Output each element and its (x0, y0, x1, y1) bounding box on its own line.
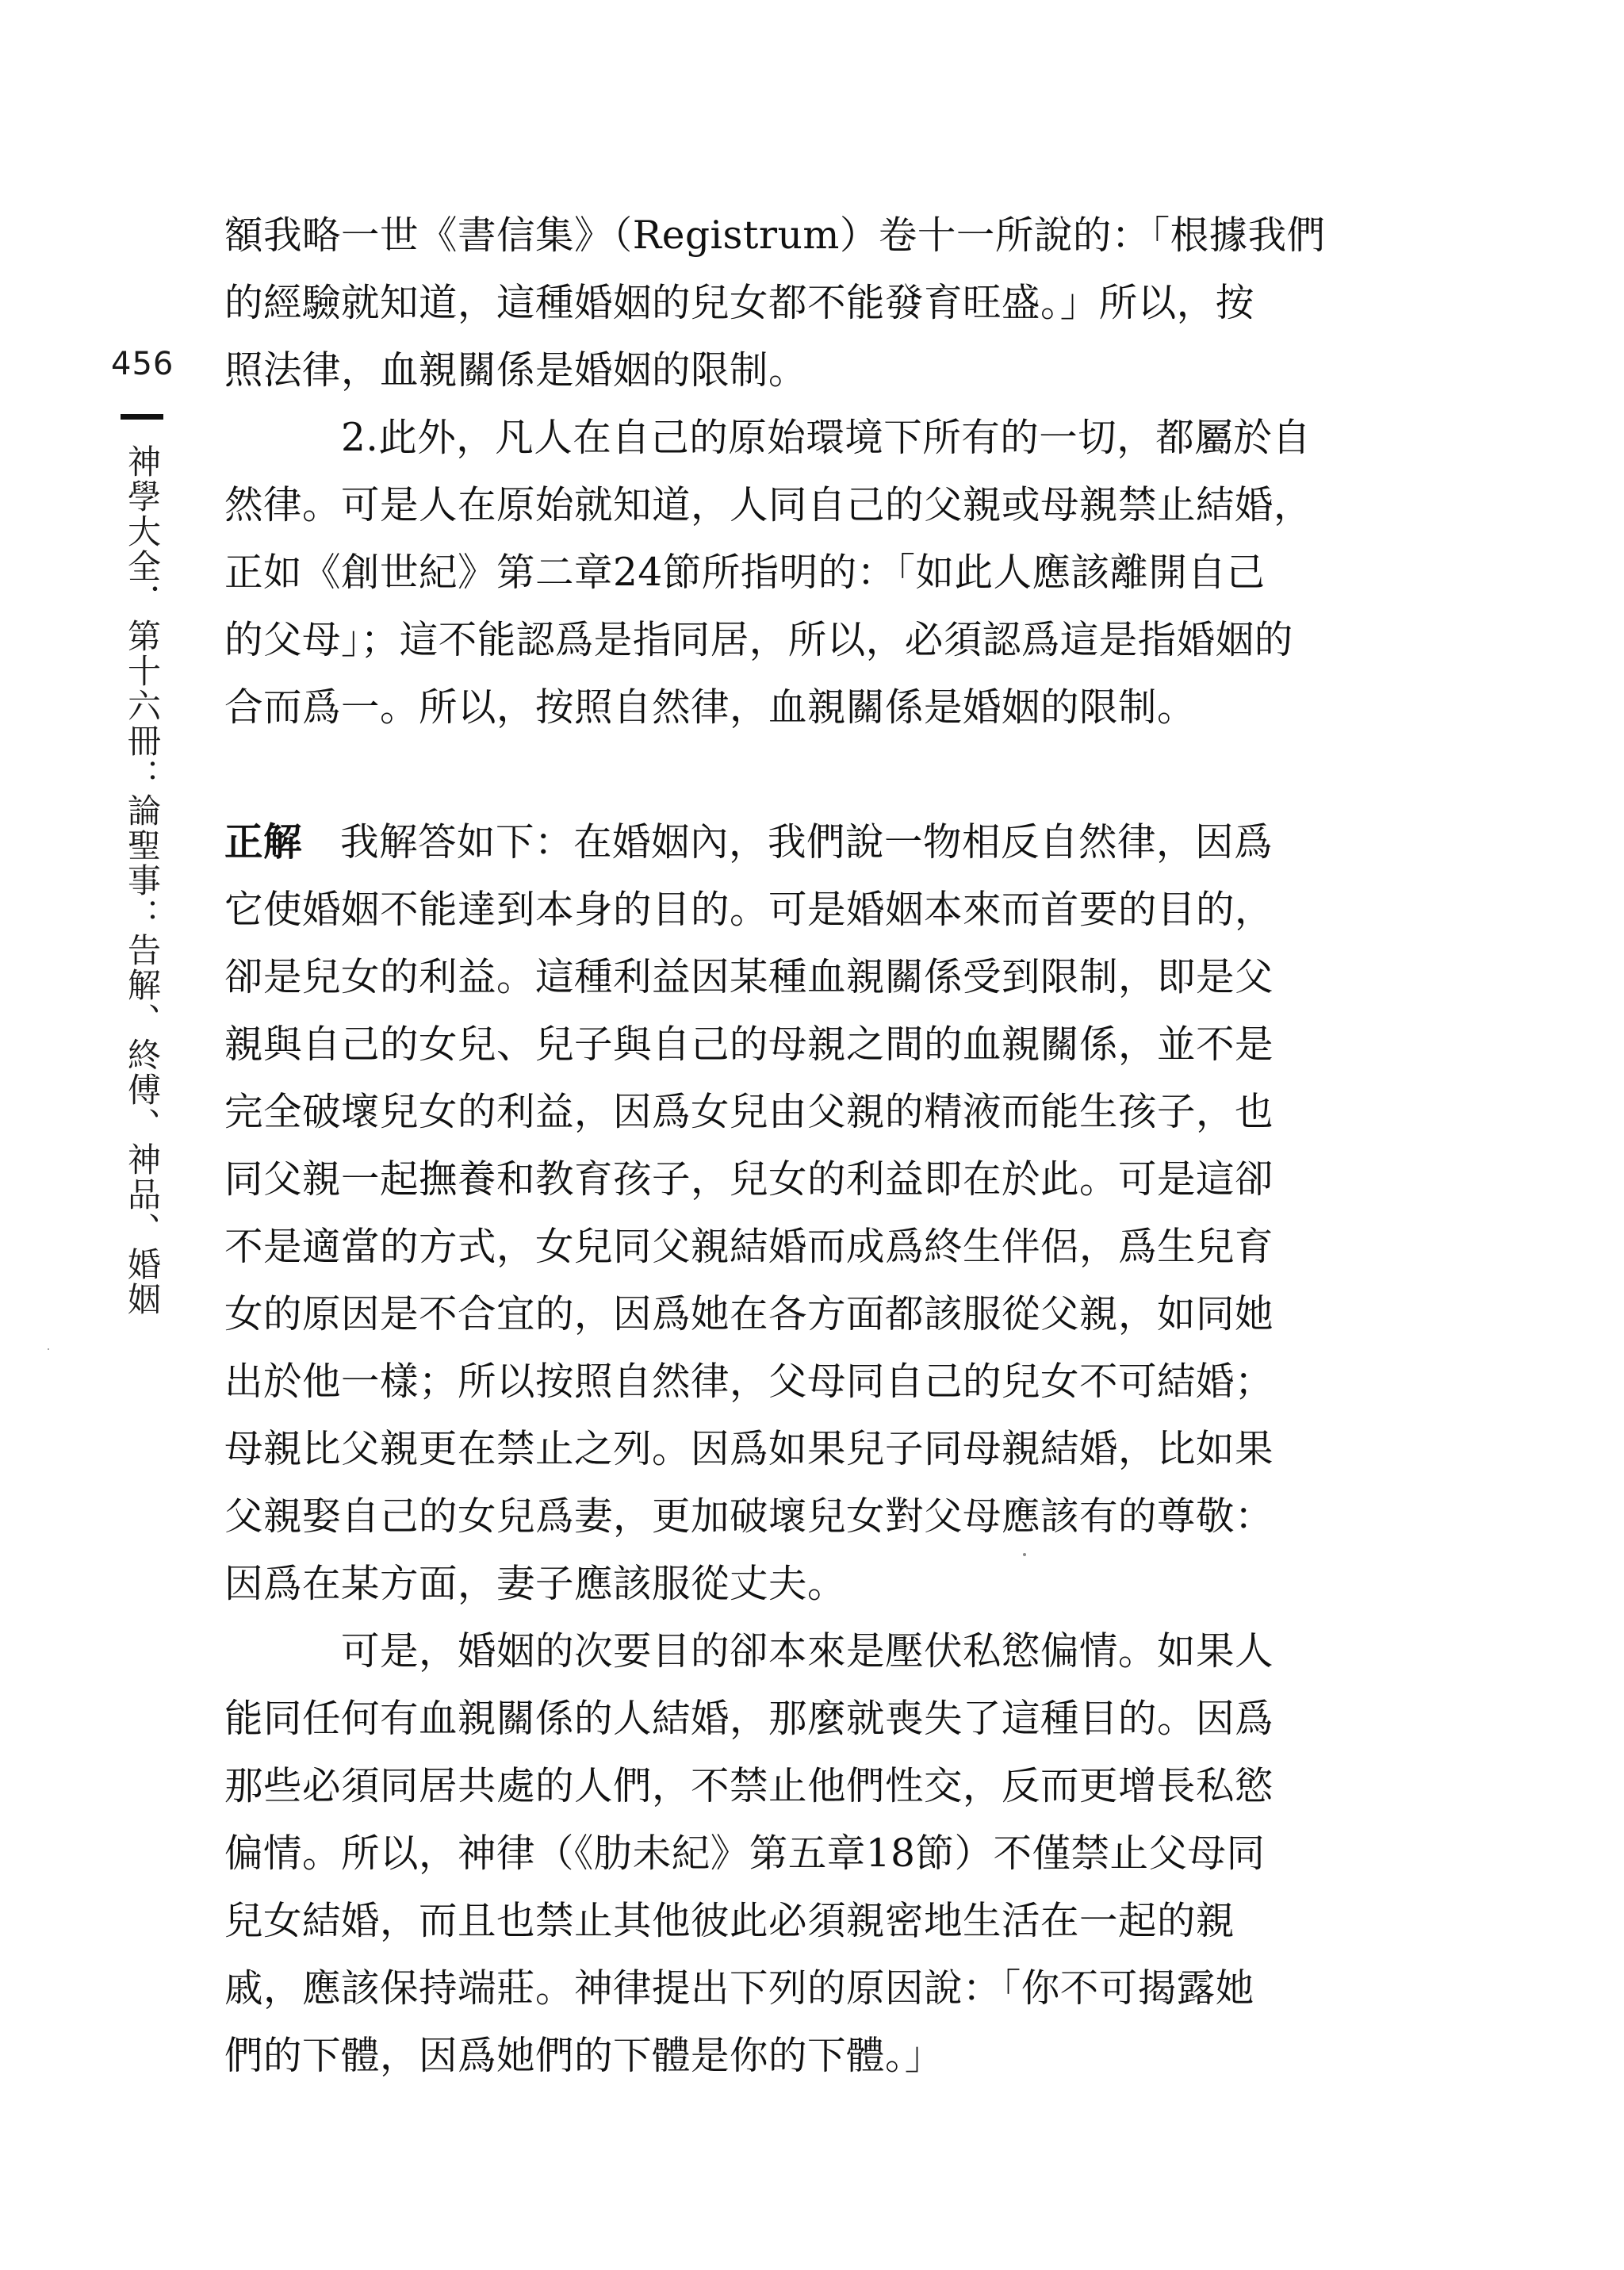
text-line: 同父親一起撫養和教育孩子，兒女的利益即在於此。可是這卻 (224, 1157, 1274, 1202)
text-line: 女的原因是不合宜的，因爲她在各方面都該服從父親，如同她 (224, 1292, 1274, 1336)
page-number: 456 (111, 346, 174, 382)
text-line: 父親娶自己的女兒爲妻，更加破壞兒女對父母應該有的尊敬： (224, 1494, 1274, 1539)
text-line: 額我略一世《書信集》（Registrum）卷十一所說的：「根據我們 (224, 213, 1326, 258)
text-line: 的經驗就知道，這種婚姻的兒女都不能發育旺盛。」所以，按 (224, 281, 1254, 325)
text-line: 兒女結婚，而且也禁止其他彼此必須親密地生活在一起的親 (224, 1899, 1235, 1943)
text-line: 合而爲一。所以，按照自然律，血親關係是婚姻的限制。 (224, 685, 1197, 730)
text-line: 完全破壞兒女的利益，因爲女兒由父親的精液而能生孩子，也 (224, 1090, 1274, 1134)
text-line: 們的下體，因爲她們的下體是你的下體。」 (224, 2034, 944, 2078)
section-heading: 正解 (224, 820, 303, 865)
text-line: 2.此外，凡人在自己的原始環境下所有的一切，都屬於自 (341, 416, 1312, 460)
text-line: 出於他一樣；所以按照自然律，父母同自己的兒女不可結婚； (224, 1359, 1274, 1404)
text-line: 照法律，血親關係是婚姻的限制。 (224, 348, 808, 393)
text-line: 的父母」；這不能認爲是指同居，所以，必須認爲這是指婚姻的 (224, 618, 1293, 662)
text-line: 能同任何有血親關係的人結婚，那麼就喪失了這種目的。因爲 (224, 1697, 1274, 1741)
scan-speck (48, 1348, 49, 1350)
text-line: 卻是兒女的利益。這種利益因某種血親關係受到限制，即是父 (224, 955, 1274, 999)
running-head: 神學大全．第十六冊：論聖事：告解、終傅、神品、婚姻 (123, 444, 162, 1317)
scan-speck (1023, 1553, 1026, 1556)
page-number-rule (121, 414, 163, 420)
text-line: 可是，婚姻的次要目的卻本來是壓伏私慾偏情。如果人 (341, 1629, 1274, 1674)
text-line: 那些必須同居共處的人們，不禁止他們性交，反而更增長私慾 (224, 1764, 1274, 1808)
body-text (224, 202, 1366, 2090)
text-line (224, 809, 1366, 876)
text-line: 因爲在某方面，妻子應該服從丈夫。 (224, 1562, 847, 1606)
text-line: 它使婚姻不能達到本身的目的。可是婚姻本來而首要的目的， (224, 888, 1274, 932)
section-gap (224, 742, 1366, 809)
text-line: 然律。可是人在原始就知道，人同自己的父親或母親禁止結婚， (224, 483, 1313, 527)
text-line: 親與自己的女兒、兒子與自己的母親之間的血親關係，並不是 (224, 1022, 1274, 1067)
text-line: 戚，應該保持端莊。神律提出下列的原因說：「你不可揭露她 (224, 1966, 1254, 2011)
text-line-body: 我解答如下：在婚姻內，我們說一物相反自然律，因爲 (340, 820, 1274, 865)
text-line: 正如《創世紀》第二章24節所指明的：「如此人應該離開自己 (224, 550, 1266, 595)
text-line: 母親比父親更在禁止之列。因爲如果兒子同母親結婚，比如果 (224, 1427, 1274, 1471)
text-line: 偏情。所以，神律（《肋未紀》第五章18節）不僅禁止父母同 (224, 1831, 1266, 1876)
text-line: 不是適當的方式，女兒同父親結婚而成爲終生伴侶，爲生兒育 (224, 1225, 1274, 1269)
